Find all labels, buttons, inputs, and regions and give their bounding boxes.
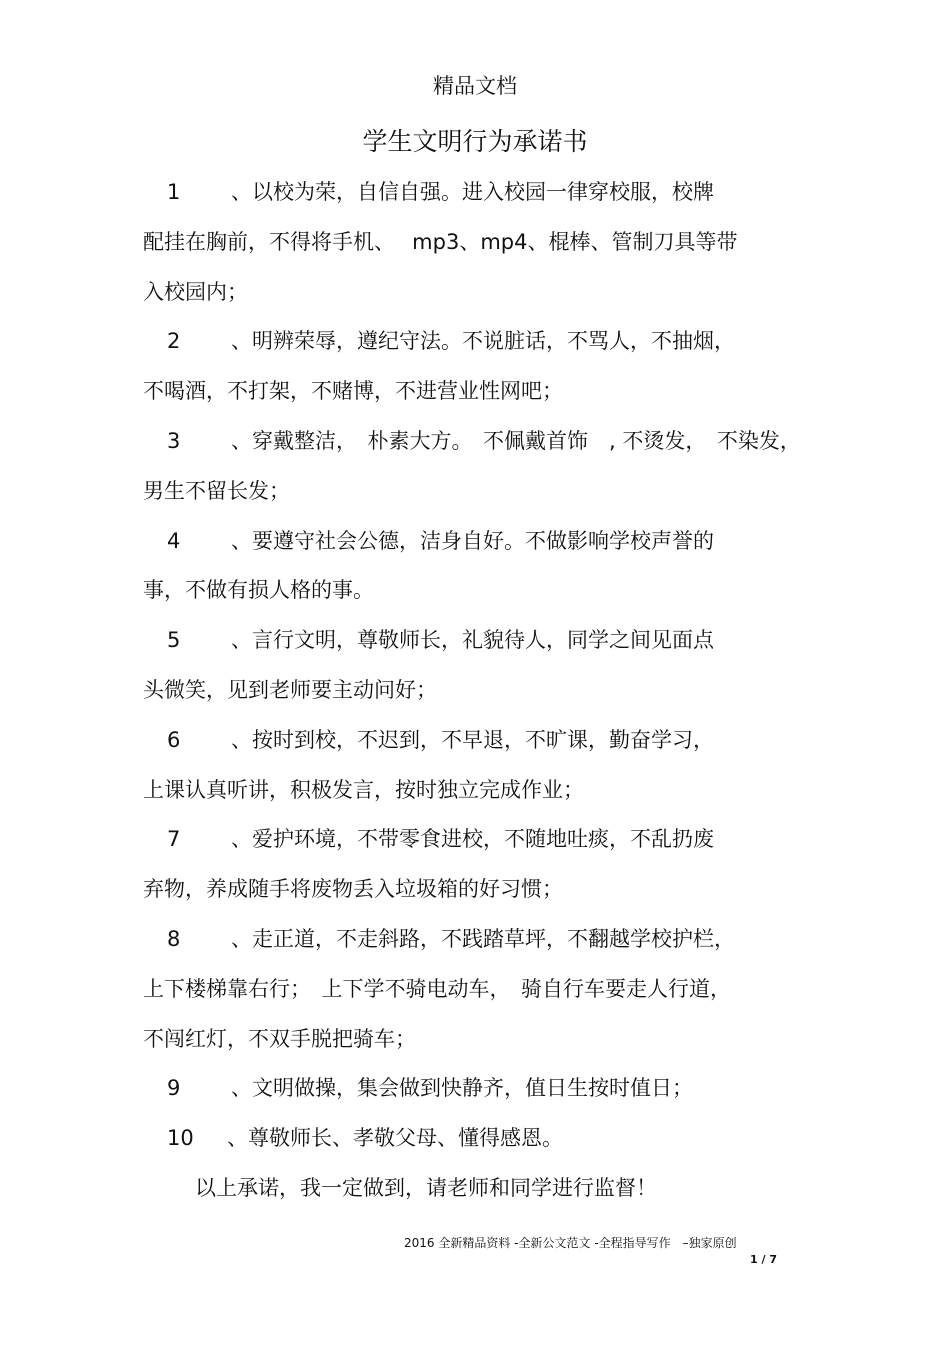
item-number: 4	[167, 528, 181, 553]
item-2-line-1	[143, 323, 803, 373]
item-7-line-1	[143, 821, 803, 871]
item-text: 、走正道，不走斜路，不践踏草坪，不翻越学校护栏，	[231, 926, 735, 951]
item-number: 3	[167, 428, 181, 453]
item-text: 、爱护环境，不带零食进校，不随地吐痰，不乱扔废	[231, 827, 714, 852]
footer-text: 2016 全新精品资料 -全新公文范文 -全程指导写作 –独家原创	[404, 1236, 737, 1250]
item-3-line-2: 男生不留长发；	[143, 478, 290, 503]
item-number: 6	[167, 727, 181, 752]
item-5-line-1	[143, 622, 803, 672]
header-label: 精品文档	[433, 74, 517, 98]
item-2-line-2: 不喝酒，不打架，不赌博，不进营业性网吧；	[143, 379, 563, 404]
item-number: 9	[167, 1076, 181, 1101]
item-text: 、穿戴整洁， 朴素大方。 不佩戴首饰 , 不烫发， 不染发，	[231, 428, 801, 453]
item-number: 7	[167, 827, 181, 852]
item-8-line-2: 上下楼梯靠右行； 上下学不骑电动车， 骑自行车要走人行道，	[143, 976, 731, 1001]
item-8-line-1	[143, 921, 803, 971]
item-9-line-1	[143, 1070, 803, 1120]
closing-statement: 以上承诺，我一定做到，请老师和同学进行监督！	[195, 1175, 657, 1200]
item-4-line-2: 事，不做有损人格的事。	[143, 578, 374, 603]
page-number: 1 / 7	[750, 1253, 777, 1266]
item-10-line-1	[143, 1120, 803, 1170]
item-3-line-1	[143, 423, 803, 473]
item-number: 2	[167, 329, 181, 354]
item-6-line-2: 上课认真听讲，积极发言，按时独立完成作业；	[143, 777, 584, 802]
item-number: 8	[167, 926, 181, 951]
item-number: 10	[167, 1126, 194, 1151]
item-number: 1	[167, 180, 181, 204]
item-6-line-1	[143, 722, 803, 772]
item-number: 5	[167, 628, 181, 653]
item-7-line-2: 弃物，养成随手将废物丢入垃圾箱的好习惯；	[143, 877, 563, 902]
item-text: 、以校为荣，自信自强。进入校园一律穿校服，校牌	[231, 180, 714, 204]
item-text: 、明辨荣辱，遵纪守法。不说脏话，不骂人，不抽烟，	[231, 329, 735, 354]
item-text: 、按时到校，不迟到，不早退，不旷课，勤奋学习，	[231, 727, 714, 752]
item-text: 、要遵守社会公德，洁身自好。不做影响学校声誉的	[231, 528, 714, 553]
item-text: 、言行文明，尊敬师长，礼貌待人，同学之间见面点	[231, 628, 714, 653]
item-text: 、尊敬师长、孝敬父母、懂得感恩。	[227, 1126, 563, 1151]
item-5-line-2: 头微笑，见到老师要主动问好；	[143, 677, 437, 702]
item-8-line-3: 不闯红灯，不双手脱把骑车；	[143, 1026, 416, 1051]
document-body	[143, 174, 803, 1220]
item-1-line-2: 配挂在胸前，不得将手机、 mp3、mp4、棍棒、管制刀具等带	[143, 229, 738, 254]
document-title: 学生文明行为承诺书	[362, 127, 588, 156]
item-4-line-1	[143, 523, 803, 573]
item-1-line-1	[143, 174, 803, 224]
item-1-line-3: 入校园内；	[143, 279, 248, 304]
item-text: 、文明做操，集会做到快静齐，值日生按时值日；	[231, 1076, 693, 1101]
